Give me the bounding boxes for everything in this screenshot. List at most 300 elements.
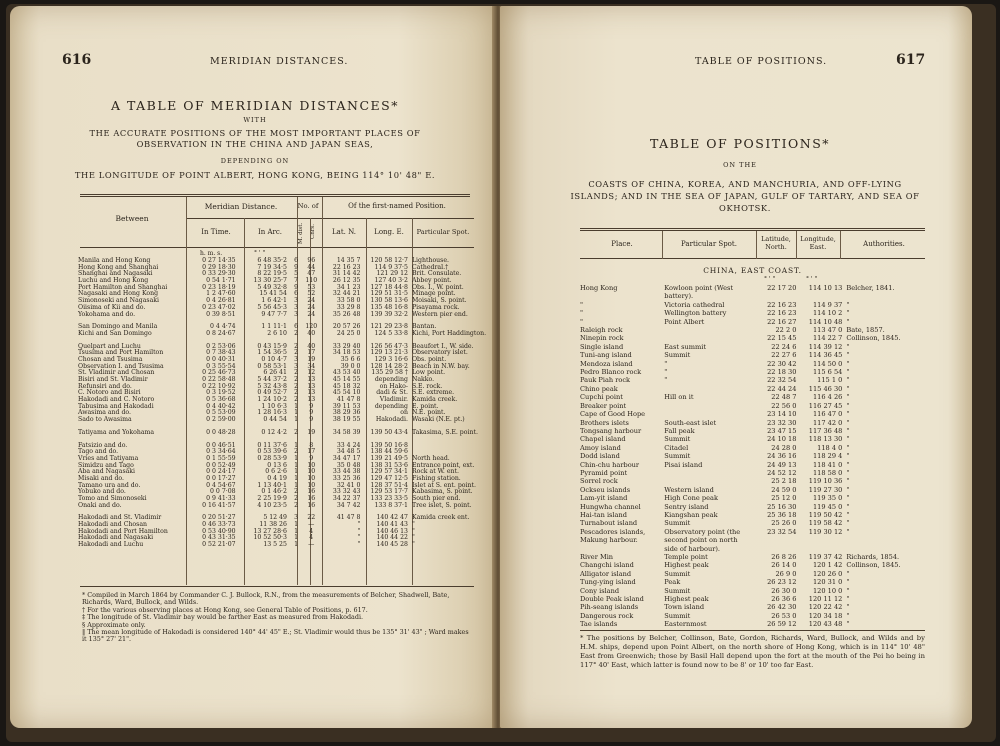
table-cell: 22 2 0	[775, 326, 797, 335]
table-cell: Hakodadi and Port Hamilton	[78, 527, 168, 535]
table-cell: 2	[294, 428, 299, 436]
header-no-of: No. of	[297, 202, 319, 210]
table-cell: 119 27 30	[808, 485, 843, 494]
table-cell: E. point.	[411, 402, 439, 410]
table-row	[578, 561, 928, 569]
table-cell: 0 2 59·00	[206, 416, 236, 424]
table-cell: 129 57 34·1	[370, 468, 408, 476]
table-cell: 1	[294, 409, 299, 417]
table-cell: San Domingo and Manila	[78, 323, 158, 331]
table-cell	[844, 545, 928, 553]
table-cell: "	[580, 317, 584, 326]
table-cell: 6	[294, 257, 299, 264]
table-cell: Pisayama rock.	[411, 303, 460, 311]
table-row	[76, 417, 476, 424]
table-cell: "	[846, 502, 850, 511]
table-cell: 34 22 37	[332, 495, 361, 502]
table-cell: Sentry island	[664, 502, 709, 511]
right-running-head: TABLE OF POSITIONS.	[695, 56, 828, 67]
table-cell: 2	[294, 382, 299, 390]
table-cell: "	[846, 494, 850, 503]
table-cell: 118 13 30	[808, 435, 843, 444]
table-cell: 3	[294, 362, 299, 370]
table-cell: 5	[294, 270, 299, 278]
table-cell: Summit	[664, 586, 691, 595]
table-cell: battery).	[664, 292, 694, 301]
table-cell: 0 39 8·51	[206, 310, 236, 318]
table-cell: 9	[309, 402, 314, 410]
table-cell: 13	[307, 382, 316, 390]
footnote-2: † For the various observing places at Hong Kong, see General Table of Positions, p. 617.	[82, 605, 368, 614]
right-page-number: 617	[896, 52, 926, 68]
units-arc: ° ' "	[254, 250, 266, 257]
table-cell: 23 32 54	[767, 527, 797, 536]
table-cell: 135 29 58 †	[371, 369, 408, 377]
table-cell: 34 1 23	[336, 283, 361, 291]
table-cell: 0 7 38·43	[206, 349, 236, 357]
table-row	[578, 385, 928, 393]
table-cell: 3	[294, 355, 299, 363]
table-cell: Manila and Hong Kong	[78, 257, 151, 264]
table-row	[578, 536, 928, 544]
table-cell: 45 14 55	[332, 376, 361, 383]
table-cell: 0 0 24·17	[206, 468, 236, 476]
table-row	[76, 312, 476, 319]
table-cell: "	[846, 384, 850, 393]
table-cell: Beaufort I., W. side.	[411, 342, 474, 350]
table-cell: 38 29 36	[332, 409, 361, 417]
table-cell: 0 6 2·6	[265, 468, 287, 476]
table-cell: 1 1 11·1	[261, 323, 287, 331]
table-cell: 129 53 17·7	[370, 488, 408, 496]
table-cell: 0 3 19·52	[206, 389, 236, 397]
table-cell: 17	[307, 349, 316, 357]
table-cell: 114 39 12	[808, 342, 843, 351]
table-row	[578, 410, 928, 418]
table-cell: 1 13 40·1	[257, 481, 287, 489]
table-cell: Hill on it	[664, 393, 694, 402]
table-cell: 24 25 0	[336, 329, 361, 337]
table-cell: 41 47 8	[336, 514, 361, 522]
table-cell: 9 47 7·7	[261, 310, 287, 318]
table-cell: 40	[307, 329, 316, 337]
table-cell: "	[411, 534, 415, 542]
table-cell: 114 10 48	[808, 317, 843, 326]
table-cell: Entrance point, ext.	[411, 461, 475, 469]
table-cell: 2	[294, 376, 299, 383]
table-cell: 0 5 36·68	[206, 396, 236, 404]
table-cell: 10	[307, 461, 316, 469]
table-row	[578, 612, 928, 620]
table-cell: Sado to Awasima	[78, 416, 132, 424]
table-cell: 119 45 0	[812, 502, 843, 511]
table-cell: "	[846, 595, 850, 604]
table-cell: 110	[305, 277, 318, 285]
table-cell: 24	[307, 310, 316, 318]
right-units-lat: ° ' "	[764, 276, 776, 283]
table-cell: Tae islands	[580, 620, 618, 629]
table-cell: Pescadores islands,	[580, 527, 646, 536]
table-cell: Cape of Good Hope	[580, 410, 646, 419]
table-cell: 118 58 0	[812, 468, 843, 477]
table-cell: 22 18 30	[767, 368, 797, 377]
table-cell: "	[664, 359, 668, 368]
table-cell: "	[580, 309, 584, 318]
table-cell: 6	[294, 290, 299, 298]
table-cell: 6 26 41	[263, 369, 287, 377]
table-row	[76, 542, 476, 549]
table-cell: 120 34 18	[808, 611, 843, 620]
table-cell: 1	[294, 481, 299, 489]
table-cell: Shanghai and Nagasaki	[78, 270, 153, 278]
table-cell	[844, 536, 928, 544]
table-cell: 24 10 18	[767, 435, 797, 444]
table-cell: Onaki and do.	[78, 501, 122, 509]
table-cell: 24 52 12	[767, 468, 797, 477]
table-cell: 1	[294, 541, 299, 549]
table-cell: 34 7 42	[336, 501, 361, 509]
table-cell: Luchu and Hong Kong	[78, 277, 149, 285]
table-cell: 1	[294, 441, 299, 449]
table-cell: 0 2 53·06	[206, 342, 236, 350]
table-cell: Hong Kong	[580, 284, 618, 292]
table-cell: 43 53 40	[332, 369, 361, 377]
table-row	[578, 427, 928, 435]
table-cell: 114 9 37	[812, 300, 843, 309]
table-cell: Pyramid point	[580, 468, 628, 477]
table-cell: Minage point.	[411, 290, 456, 298]
table-cell: 114 50 0	[812, 359, 843, 368]
table-cell: Changchi island	[580, 561, 634, 570]
table-cell: Point Albert	[664, 317, 705, 326]
table-cell: Ninepin rock	[580, 334, 624, 343]
table-cell: 32 44 21	[332, 290, 361, 298]
table-cell: 5 44 37·2	[257, 376, 287, 383]
table-cell: 34 58 39	[332, 428, 361, 436]
table-cell: 22 15 45	[767, 334, 797, 343]
table-cell	[798, 545, 844, 553]
table-cell: 24 49 13	[767, 460, 797, 469]
table-cell: "	[846, 418, 850, 427]
table-cell: 22 48 7	[771, 393, 797, 402]
left-with: WITH	[243, 116, 267, 124]
table-cell: 26 30 0	[771, 586, 797, 595]
right-header-place: Place.	[611, 240, 633, 248]
table-cell: 119 30 12	[808, 527, 843, 536]
table-cell: 130 58 13·6	[370, 297, 408, 305]
table-cell: Obs. I., W. point.	[411, 283, 464, 291]
table-cell: 1	[294, 468, 299, 476]
table-cell: Sorrel rock	[580, 477, 618, 486]
table-cell: 24 59 0	[771, 485, 797, 494]
table-cell: 5 49 32·8	[257, 283, 287, 291]
table-cell: 1 10 6·3	[261, 402, 287, 410]
table-cell: Tomo and Simonoseki	[78, 495, 147, 502]
table-cell: 22 32 54	[767, 376, 797, 385]
table-cell: 114 22 7	[812, 334, 843, 343]
table-cell: 96	[307, 257, 316, 264]
table-cell: Chapel island	[580, 435, 626, 444]
table-cell: Collinson, 1845.	[846, 561, 901, 570]
table-cell: 44	[307, 263, 316, 271]
table-cell: 129 47 12·5	[370, 474, 408, 482]
table-cell: 7 19 34·5	[257, 263, 287, 271]
right-header-auth: Authorities.	[863, 240, 905, 248]
table-cell: 0 4 26·81	[206, 297, 236, 305]
table-cell: 25 12 0	[771, 494, 797, 503]
table-row	[578, 494, 928, 502]
table-cell: Tabusima and Hakodadi	[78, 402, 154, 410]
table-cell: Single island	[580, 342, 624, 351]
table-row	[578, 343, 928, 351]
table-row	[578, 570, 928, 578]
table-cell: 10 52 50·3	[253, 534, 287, 542]
table-row	[578, 435, 928, 443]
table-cell: Hakodadi and Chosan	[78, 521, 148, 529]
header-lat: Lat. N.	[332, 228, 356, 236]
table-cell: Nakko.	[411, 376, 435, 383]
table-cell: 139 50 43·4	[370, 428, 408, 436]
table-cell: 1	[294, 534, 299, 542]
header-long: Long. E.	[374, 228, 404, 236]
table-cell: 115 46 30	[808, 384, 843, 393]
table-cell: Rock at W. ent.	[411, 468, 459, 476]
table-cell: 26 53 0	[771, 611, 797, 620]
table-cell: Tatiyama and Yokohama	[78, 428, 155, 436]
table-cell: Vries and Tatiyama	[78, 454, 139, 462]
table-cell: 0 44 54	[263, 416, 287, 424]
table-cell: Highest peak	[664, 595, 709, 604]
table-cell	[662, 410, 756, 418]
table-cell: 33 4 24	[336, 441, 361, 449]
table-cell: 13	[307, 396, 316, 404]
table-cell	[578, 545, 662, 553]
table-cell: depending	[374, 402, 408, 410]
table-cell: 2	[294, 495, 299, 502]
table-row	[578, 360, 928, 368]
table-cell: 12	[307, 369, 316, 377]
table-cell: "	[846, 443, 850, 452]
table-cell: 45 18 32	[332, 382, 361, 390]
table-cell: 41 47 8	[336, 396, 361, 404]
table-cell: 115 6 54	[812, 368, 843, 377]
table-cell: 118 4 0	[817, 443, 843, 452]
table-cell: Wellington battery	[664, 309, 727, 318]
table-cell: "	[846, 410, 850, 419]
table-cell: 128 14 28·2	[370, 362, 408, 370]
table-cell: 0 53 40·90	[202, 527, 236, 535]
table-cell: "	[357, 527, 361, 535]
table-cell: 2	[294, 329, 299, 337]
table-cell: 2	[294, 369, 299, 377]
table-cell: 1	[294, 527, 299, 535]
table-cell: Kamida creek ent.	[411, 514, 470, 522]
table-cell: "	[846, 603, 850, 612]
table-cell: 117 42 0	[812, 418, 843, 427]
table-cell: 113 47 0	[812, 326, 843, 335]
table-cell: Ockseu islands	[580, 485, 631, 494]
table-cell: Bisiri and St. Vladimir	[78, 376, 148, 383]
table-cell: Bate, 1857.	[846, 326, 885, 335]
table-cell: Summit	[664, 519, 691, 528]
table-cell: 118 41 0	[812, 460, 843, 469]
table-cell: 1	[294, 454, 299, 462]
table-cell: 2	[294, 389, 299, 397]
table-row	[578, 620, 928, 628]
table-cell: 34 47 17	[332, 454, 361, 462]
left-footnotes	[82, 592, 474, 644]
table-cell: 4	[309, 534, 314, 542]
table-cell: "	[411, 541, 415, 549]
table-cell: 33 32 43	[332, 488, 361, 496]
table-cell: Hai-tan island	[580, 510, 627, 519]
table-cell: North head.	[411, 454, 450, 462]
table-cell: 26 14 0	[771, 561, 797, 570]
table-cell: Kowloon point (West	[664, 284, 734, 292]
table-cell: Simonoseki and Nagasaki	[78, 297, 159, 305]
table-cell: 22 24 6	[771, 342, 797, 351]
table-cell: 22 27 6	[771, 351, 797, 360]
table-cell: 0 5 53·09	[206, 409, 236, 417]
table-cell: 128 37 51·4	[370, 481, 408, 489]
table-cell: 126 56 47·3	[370, 342, 408, 350]
table-cell: Belcher, 1841.	[846, 284, 895, 292]
table-cell	[662, 477, 756, 485]
table-row	[578, 444, 928, 452]
table-cell: Western island	[664, 485, 714, 494]
table-cell: 1 2 47·60	[206, 290, 236, 298]
table-cell: 1	[294, 461, 299, 469]
left-title: A TABLE OF MERIDIAN DISTANCES*	[111, 98, 399, 113]
table-cell: "	[846, 569, 850, 578]
table-cell: 116 47 0	[812, 410, 843, 419]
table-cell: 1	[294, 474, 299, 482]
table-cell: River Min	[580, 553, 614, 561]
table-cell: 120 11 12	[808, 595, 843, 604]
table-cell: 0 4 19	[267, 474, 287, 482]
table-cell: 26 8 26	[771, 553, 797, 561]
table-cell: 0 16 41·57	[202, 501, 236, 509]
table-cell: 33 25 36	[332, 474, 361, 482]
table-cell: 0 20 51·27	[202, 514, 236, 522]
table-cell	[662, 385, 756, 393]
table-cell: 0 11 37·6	[257, 441, 287, 449]
table-cell: South-east islet	[664, 418, 717, 427]
table-cell	[798, 536, 844, 544]
table-row	[578, 503, 928, 511]
table-cell: Dangerous rock	[580, 611, 634, 620]
table-row	[578, 553, 928, 561]
table-cell: 23 32 30	[767, 418, 797, 427]
table-cell: —	[308, 541, 315, 549]
table-cell: 13	[307, 389, 316, 397]
table-cell: Yobuko and do.	[78, 488, 126, 496]
table-cell: 10	[307, 474, 316, 482]
table-cell: Yokohama and do.	[78, 310, 136, 318]
table-cell: Summit	[664, 611, 691, 620]
table-cell: Islet at S. ent. point.	[411, 481, 476, 489]
meridian-table	[76, 257, 487, 549]
table-cell: "	[846, 586, 850, 595]
table-cell: Alligator island	[580, 569, 632, 578]
table-cell: Port Hamilton and Shanghai	[78, 283, 168, 291]
table-row	[578, 519, 928, 527]
table-cell: Makung harbour.	[580, 536, 638, 545]
table-row	[578, 376, 928, 384]
table-cell	[844, 292, 928, 300]
table-cell: 114 10 13	[808, 284, 843, 292]
table-cell: 118 29 4	[812, 452, 843, 461]
table-cell: 114 36 45	[808, 351, 843, 360]
table-cell: 3	[294, 297, 299, 305]
right-header-long: Longitude, East.	[800, 235, 836, 251]
table-cell: Temple point	[664, 553, 708, 561]
table-cell: 33 29 40	[332, 342, 361, 350]
table-cell: 0 22 10·92	[202, 382, 236, 390]
table-cell: Chin-chu harbour	[580, 460, 640, 469]
table-cell: 2	[294, 488, 299, 496]
table-cell	[662, 326, 756, 334]
table-cell: 9	[309, 454, 314, 462]
table-cell: 0 22 58·48	[202, 376, 236, 383]
table-cell	[662, 334, 756, 342]
table-cell: Collinson, 1845.	[846, 334, 901, 343]
table-row	[578, 595, 928, 603]
table-row	[578, 587, 928, 595]
table-cell: 23 47 15	[767, 426, 797, 435]
header-between: Between	[115, 214, 149, 223]
table-row	[578, 511, 928, 519]
table-cell: Abbey point.	[411, 277, 452, 285]
table-cell: Town island	[664, 603, 705, 612]
table-cell: 22 16 23	[767, 309, 797, 318]
table-cell: 0 12 4·2	[261, 428, 287, 436]
table-cell: 26 36 6	[771, 595, 797, 604]
table-cell: 24 36 16	[767, 452, 797, 461]
table-cell: 0 13 6	[267, 461, 287, 469]
table-cell: 8 22 19·5	[257, 270, 287, 278]
table-cell: "	[846, 351, 850, 360]
table-cell: Kabasima, S. point.	[411, 488, 473, 496]
table-cell: 11 38 26	[259, 521, 287, 529]
table-cell: Tree islet, S. point.	[411, 501, 472, 509]
table-cell: 1	[294, 416, 299, 424]
table-cell: 4	[309, 527, 314, 535]
table-cell: Hakodadi and Nagasaki	[78, 534, 154, 542]
table-cell: 139 21 49·5	[370, 454, 408, 462]
table-cell: Amoy island	[580, 443, 621, 452]
table-cell: 39 0 0	[340, 362, 361, 370]
table-cell: "	[664, 368, 668, 377]
table-cell: 26 23 12	[767, 578, 797, 587]
table-cell: 34 48 5	[336, 448, 361, 456]
table-cell: 19	[307, 428, 316, 436]
table-row	[578, 393, 928, 401]
footnote-5: ‖ The mean longitude of Hakodadi is considered 140° 44' 45" E.; St. Vladimir would thus be 135° 31' 43" ; Ward makes it 135° 27' 21".	[82, 628, 469, 644]
table-cell: 22	[307, 514, 316, 522]
table-cell: Oiisima of Kii and do.	[78, 303, 146, 311]
table-cell: Turnabout island	[580, 519, 638, 528]
section-china-east-coast: CHINA, EAST COAST.	[703, 266, 802, 275]
table-cell: 121 29 23·8	[370, 323, 408, 331]
table-cell: 16	[307, 495, 316, 502]
table-cell: 119 10 36	[808, 477, 843, 486]
table-cell: Lighthouse.	[411, 257, 449, 264]
table-cell: 13 5 25	[263, 541, 287, 549]
table-cell: 22 16 23	[767, 300, 797, 309]
table-cell: 22 30 42	[767, 359, 797, 368]
table-cell: 24	[307, 297, 316, 305]
